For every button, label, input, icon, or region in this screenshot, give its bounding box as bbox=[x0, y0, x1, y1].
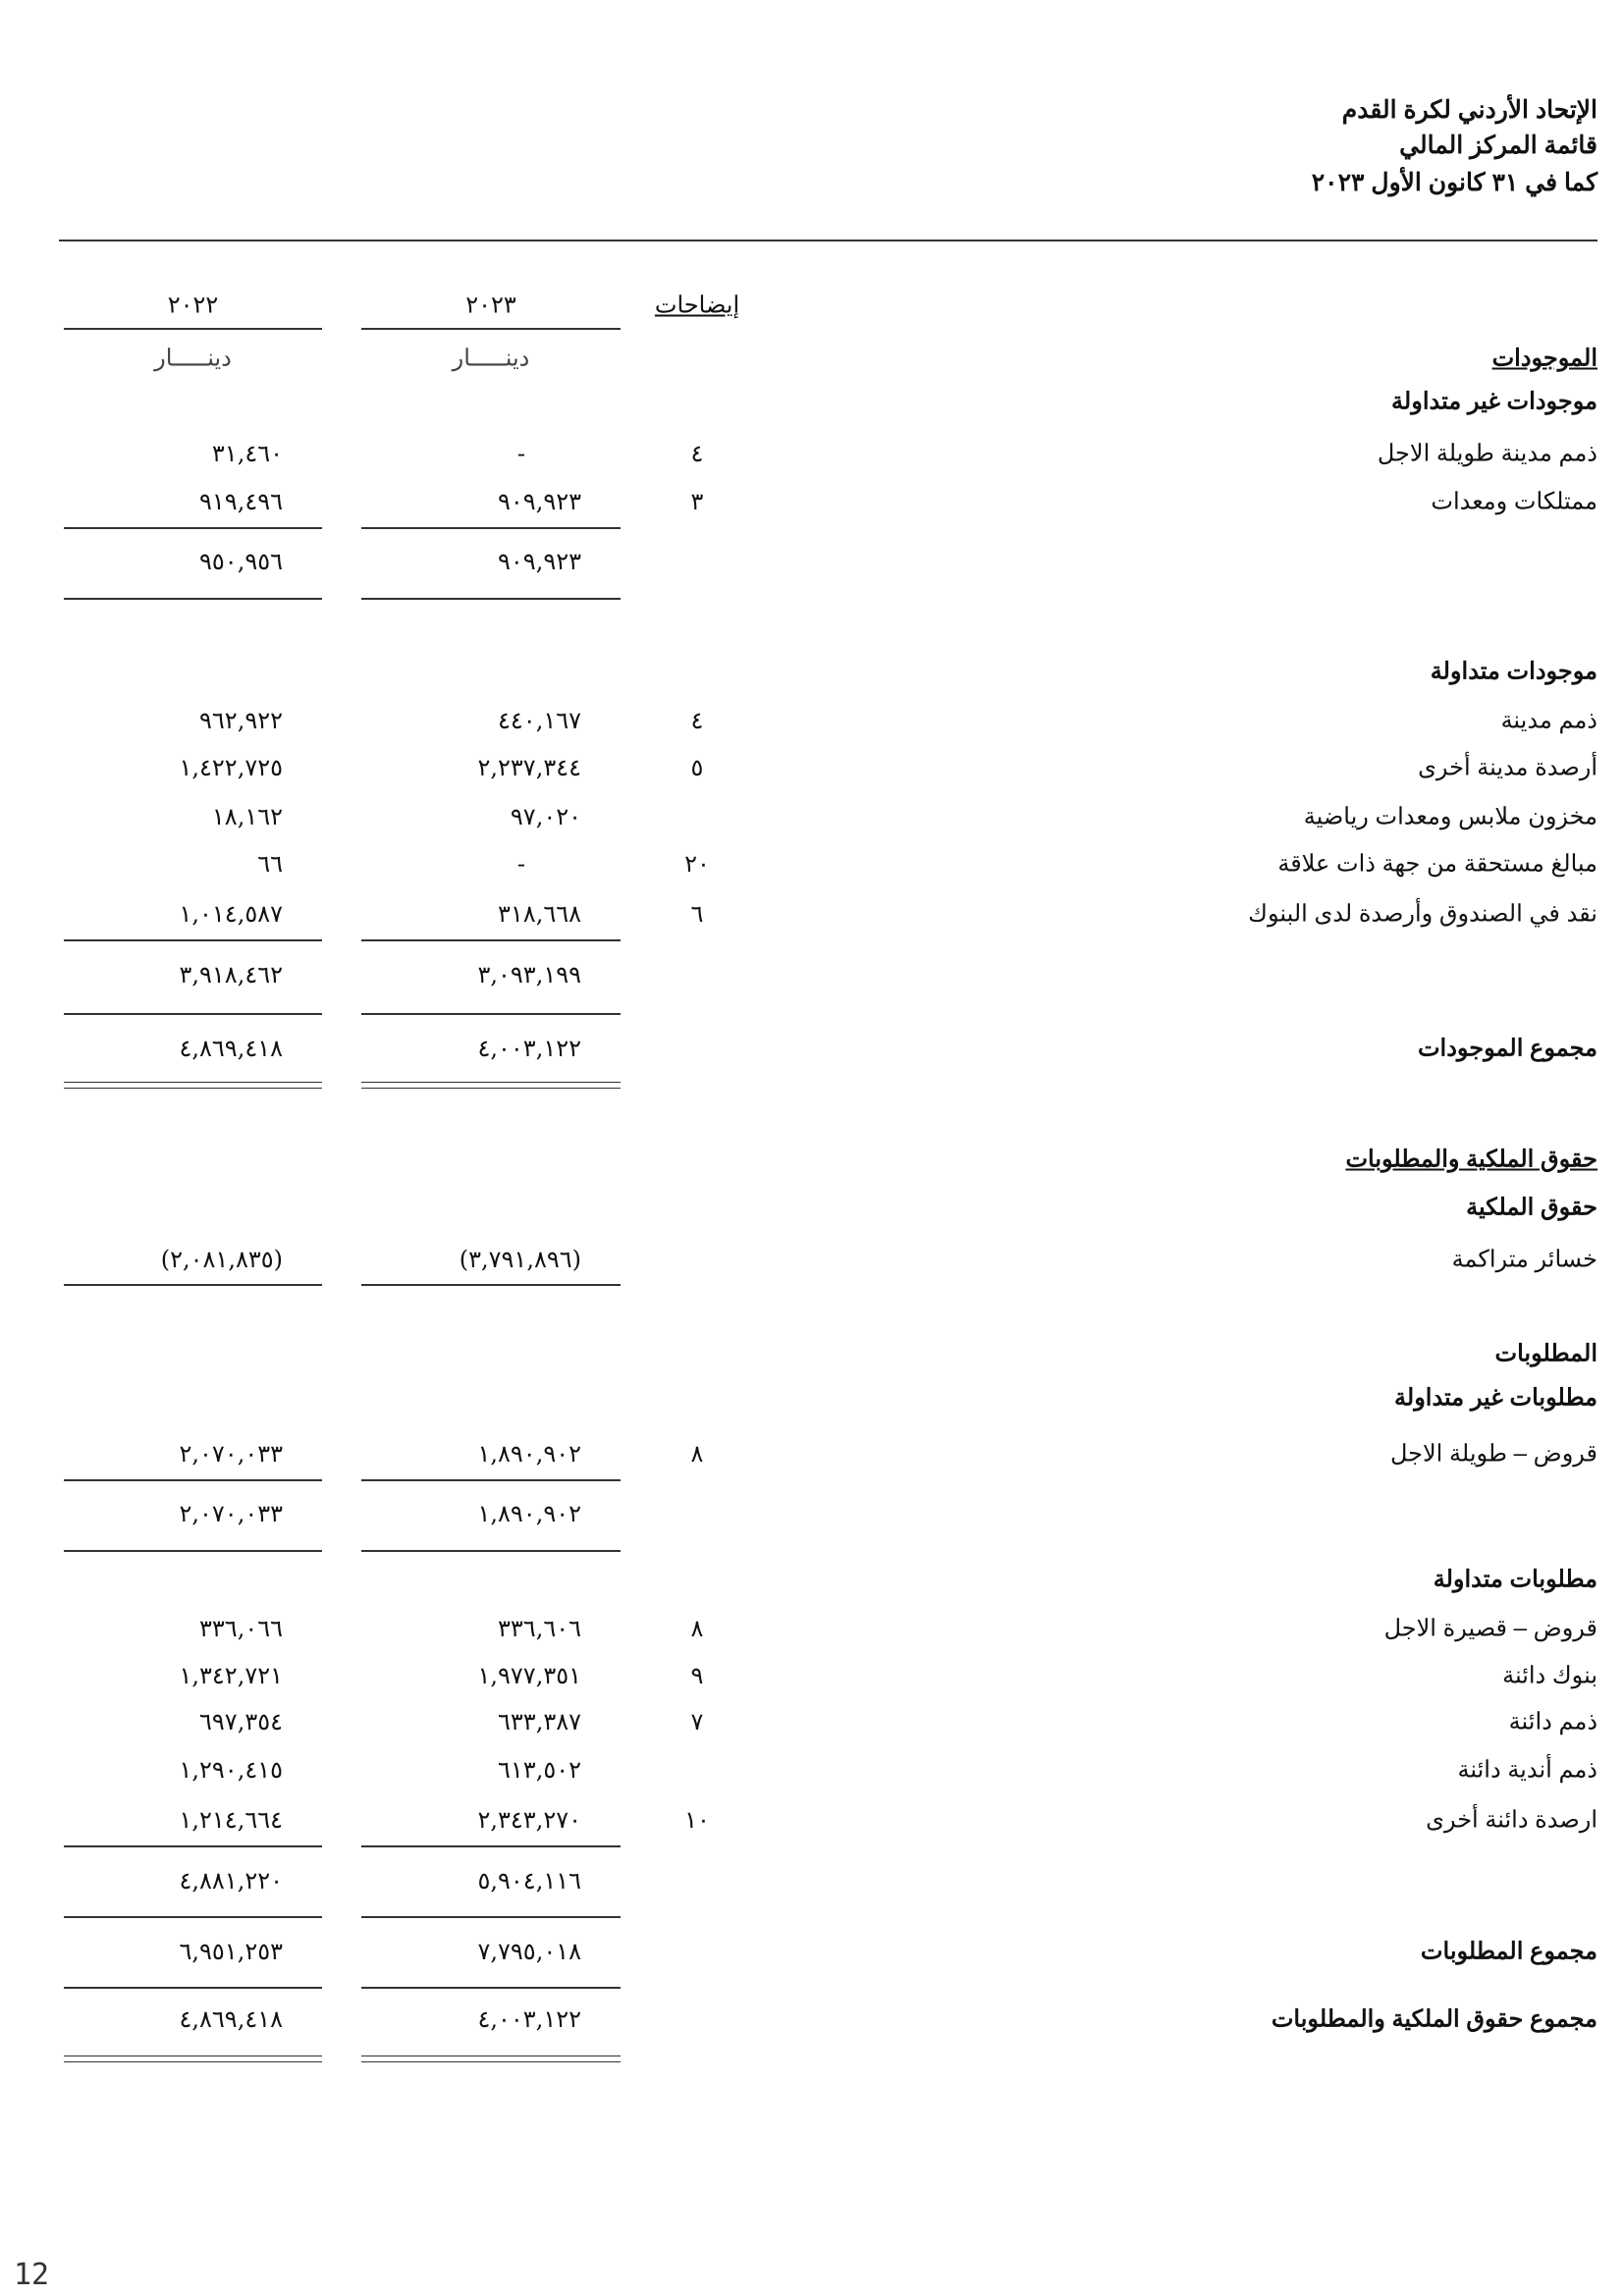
page-number: 12 bbox=[14, 2258, 50, 2292]
amount-2022 bbox=[64, 488, 322, 515]
statement-date: كما في ٣١ كانون الأول ٢٠٢٣ bbox=[1311, 169, 1597, 196]
amount-value: ٧,٧٩٥,٠١٨ bbox=[477, 1938, 581, 1965]
amount-2023 bbox=[361, 1500, 621, 1527]
amount-2023 bbox=[361, 961, 621, 988]
section-heading: حقوق الملكية والمطلوبات bbox=[1345, 1146, 1597, 1173]
amount-value: ١,٨٩٠,٩٠٢ bbox=[477, 1440, 581, 1468]
amount-2023 bbox=[361, 1615, 621, 1642]
line-item-label: قروض – قصيرة الاجل bbox=[1383, 1615, 1597, 1642]
amount-2023 bbox=[361, 850, 621, 878]
amount-2023 bbox=[361, 754, 621, 781]
year-2023-header: ٢٠٢٣ bbox=[465, 292, 516, 319]
amount-value: ٩١٩,٤٩٦ bbox=[199, 488, 283, 515]
amount-2022 bbox=[64, 1662, 322, 1689]
amount-2022 bbox=[64, 1756, 322, 1784]
line-item-label: نقد في الصندوق وأرصدة لدى البنوك bbox=[1248, 900, 1597, 928]
amount-value: ٤٤٠,١٦٧ bbox=[498, 707, 581, 734]
year-2022-header: ٢٠٢٢ bbox=[167, 292, 219, 319]
amount-value: ٦٩٧,٣٥٤ bbox=[199, 1708, 283, 1735]
amount-2023 bbox=[361, 1246, 621, 1273]
amount-2023 bbox=[361, 440, 621, 467]
note-ref: ٨ bbox=[690, 1440, 704, 1468]
section-heading: مطلوبات متداولة bbox=[1433, 1566, 1597, 1593]
amount-2023 bbox=[361, 1867, 621, 1895]
subtotal-rule bbox=[64, 527, 322, 529]
amount-2023 bbox=[361, 1756, 621, 1784]
note-ref: ٥ bbox=[690, 754, 704, 781]
amount-value: ٩٥٠,٩٥٦ bbox=[199, 548, 283, 575]
currency-2022: دينـــــار bbox=[154, 345, 232, 372]
amount-2022 bbox=[64, 900, 322, 928]
section-heading: موجودات غير متداولة bbox=[1391, 388, 1597, 415]
note-ref: ٩ bbox=[690, 1662, 704, 1689]
subtotal-rule bbox=[64, 598, 322, 600]
amount-2023 bbox=[361, 1938, 621, 1965]
amount-2023 bbox=[361, 1708, 621, 1735]
subtotal-rule bbox=[361, 939, 621, 941]
amount-value: ٣٣٦,٠٦٦ bbox=[199, 1615, 283, 1642]
amount-value: ٢,٠٧٠,٠٣٣ bbox=[179, 1500, 283, 1527]
subtotal-rule bbox=[64, 1479, 322, 1481]
amount-value: ٢,٣٤٣,٢٧٠ bbox=[477, 1806, 581, 1834]
line-item-label: قروض – طويلة الاجل bbox=[1389, 1440, 1597, 1468]
line-item-label: أرصدة مدينة أخرى bbox=[1418, 754, 1597, 781]
section-heading: المطلوبات bbox=[1494, 1340, 1597, 1367]
subtotal-rule bbox=[64, 939, 322, 941]
header-divider bbox=[59, 240, 1597, 241]
amount-2022 bbox=[64, 961, 322, 988]
amount-value: ٢,٠٧٠,٠٣٣ bbox=[179, 1440, 283, 1468]
amount-2023 bbox=[361, 707, 621, 734]
amount-value: ١,٣٤٢,٧٢١ bbox=[179, 1662, 283, 1689]
amount-value: ٣,٠٩٣,١٩٩ bbox=[477, 961, 581, 988]
subtotal-rule bbox=[361, 1284, 621, 1286]
amount-2022 bbox=[64, 1867, 322, 1895]
note-ref: ٤ bbox=[690, 707, 704, 734]
note-ref: ٢٠ bbox=[684, 850, 710, 878]
amount-2022 bbox=[64, 548, 322, 575]
subtotal-rule bbox=[361, 598, 621, 600]
note-ref: ٣ bbox=[690, 488, 704, 515]
line-item-label: ذمم مدينة bbox=[1500, 707, 1597, 734]
line-item-label: ممتلكات ومعدات bbox=[1431, 488, 1597, 515]
currency-2023: دينـــــار bbox=[452, 345, 530, 372]
amount-value: ٩٠٩,٩٢٣ bbox=[498, 488, 581, 515]
amount-value: ٤,٠٠٣,١٢٢ bbox=[477, 2005, 581, 2033]
amount-value: ١,٩٧٧,٣٥١ bbox=[477, 1662, 581, 1689]
section-heading: الموجودات bbox=[1491, 345, 1597, 372]
amount-2022 bbox=[64, 850, 322, 878]
amount-value: (٢,٠٨١,٨٣٥) bbox=[160, 1246, 283, 1273]
note-ref: ٤ bbox=[690, 440, 704, 467]
line-item-label: خسائر متراكمة bbox=[1451, 1246, 1597, 1273]
line-item-label: ذمم مدينة طويلة الاجل bbox=[1377, 440, 1597, 467]
section-heading: حقوق الملكية bbox=[1466, 1194, 1597, 1221]
line-item-label: مخزون ملابس ومعدات رياضية bbox=[1303, 803, 1597, 830]
header-rule-2023 bbox=[361, 328, 621, 330]
amount-2022 bbox=[64, 1806, 322, 1834]
amount-2022 bbox=[64, 1035, 322, 1062]
line-item-label: ارصدة دائنة أخرى bbox=[1426, 1806, 1597, 1834]
amount-2023 bbox=[361, 1440, 621, 1468]
amount-2023 bbox=[361, 900, 621, 928]
section-heading: مجموع حقوق الملكية والمطلوبات bbox=[1271, 2005, 1597, 2033]
amount-value: ٢,٢٣٧,٣٤٤ bbox=[477, 754, 581, 781]
note-ref: ٨ bbox=[690, 1615, 704, 1642]
subtotal-rule bbox=[361, 1013, 621, 1015]
section-heading: مجموع الموجودات bbox=[1417, 1035, 1597, 1062]
subtotal-rule bbox=[361, 1916, 621, 1918]
line-item-label: ذمم دائنة bbox=[1508, 1708, 1597, 1735]
subtotal-rule bbox=[64, 1550, 322, 1552]
amount-value: ٦٦ bbox=[257, 850, 283, 878]
note-ref: ٧ bbox=[690, 1708, 704, 1735]
amount-value: ٩٧,٠٢٠ bbox=[510, 803, 581, 830]
amount-2023 bbox=[361, 488, 621, 515]
amount-value: ٣٣٦,٦٠٦ bbox=[498, 1615, 581, 1642]
amount-2023 bbox=[361, 1662, 621, 1689]
amount-2022 bbox=[64, 803, 322, 830]
amount-value: ٩٦٢,٩٢٢ bbox=[199, 707, 283, 734]
amount-value: ١,٢٩٠,٤١٥ bbox=[179, 1756, 283, 1784]
amount-value: - bbox=[516, 850, 527, 878]
section-heading: مجموع المطلوبات bbox=[1420, 1938, 1597, 1965]
total-double-rule bbox=[64, 2056, 322, 2062]
total-double-rule bbox=[64, 1082, 322, 1089]
amount-value: - bbox=[516, 440, 527, 467]
statement-title: قائمة المركز المالي bbox=[1399, 132, 1597, 159]
line-item-label: ذمم أندية دائنة bbox=[1457, 1756, 1597, 1784]
line-item-label: مبالغ مستحقة من جهة ذات علاقة bbox=[1277, 850, 1597, 878]
amount-value: ٣١٨,٦٦٨ bbox=[498, 900, 581, 928]
subtotal-rule bbox=[361, 1479, 621, 1481]
amount-value: ٤,٠٠٣,١٢٢ bbox=[477, 1035, 581, 1062]
subtotal-rule bbox=[64, 1916, 322, 1918]
amount-2023 bbox=[361, 548, 621, 575]
amount-value: (٣,٧٩١,٨٩٦) bbox=[459, 1246, 581, 1273]
amount-value: ٥,٩٠٤,١١٦ bbox=[477, 1867, 581, 1895]
subtotal-rule bbox=[361, 1845, 621, 1847]
amount-2022 bbox=[64, 440, 322, 467]
subtotal-rule bbox=[64, 1845, 322, 1847]
note-ref: ١٠ bbox=[684, 1806, 710, 1834]
note-ref: ٦ bbox=[690, 900, 704, 928]
amount-2022 bbox=[64, 2005, 322, 2033]
amount-value: ٦٣٣,٣٨٧ bbox=[498, 1708, 581, 1735]
amount-2023 bbox=[361, 1035, 621, 1062]
subtotal-rule bbox=[361, 527, 621, 529]
section-heading: مطلوبات غير متداولة bbox=[1394, 1384, 1597, 1412]
amount-2022 bbox=[64, 1500, 322, 1527]
subtotal-rule bbox=[64, 1284, 322, 1286]
subtotal-rule bbox=[64, 1987, 322, 1989]
amount-value: ٦,٩٥١,٢٥٣ bbox=[179, 1938, 283, 1965]
amount-2022 bbox=[64, 1938, 322, 1965]
amount-value: ٩٠٩,٩٢٣ bbox=[498, 548, 581, 575]
amount-value: ٤,٨٦٩,٤١٨ bbox=[179, 1035, 283, 1062]
amount-value: ١,٠١٤,٥٨٧ bbox=[179, 900, 283, 928]
organization-name: الإتحاد الأردني لكرة القدم bbox=[1341, 96, 1597, 124]
line-item-label: بنوك دائنة bbox=[1502, 1662, 1597, 1689]
amount-2022 bbox=[64, 707, 322, 734]
amount-2023 bbox=[361, 803, 621, 830]
notes-column-header: إيضاحات bbox=[654, 292, 740, 319]
amount-value: ٣,٩١٨,٤٦٢ bbox=[179, 961, 283, 988]
total-double-rule bbox=[361, 1082, 621, 1089]
total-double-rule bbox=[361, 2056, 621, 2062]
section-heading: موجودات متداولة bbox=[1430, 658, 1597, 685]
amount-value: ١٨,١٦٢ bbox=[211, 803, 283, 830]
amount-value: ٣١,٤٦٠ bbox=[211, 440, 283, 467]
subtotal-rule bbox=[361, 1550, 621, 1552]
amount-2023 bbox=[361, 1806, 621, 1834]
amount-2023 bbox=[361, 2005, 621, 2033]
amount-2022 bbox=[64, 1615, 322, 1642]
subtotal-rule bbox=[64, 1013, 322, 1015]
amount-value: ١,٢١٤,٦٦٤ bbox=[179, 1806, 283, 1834]
subtotal-rule bbox=[361, 1987, 621, 1989]
amount-value: ٤,٨٦٩,٤١٨ bbox=[179, 2005, 283, 2033]
amount-value: ١,٨٩٠,٩٠٢ bbox=[477, 1500, 581, 1527]
amount-2022 bbox=[64, 1708, 322, 1735]
amount-value: ١,٤٢٢,٧٢٥ bbox=[179, 754, 283, 781]
amount-value: ٦١٣,٥٠٢ bbox=[498, 1756, 581, 1784]
amount-value: ٤,٨٨١,٢٢٠ bbox=[179, 1867, 283, 1895]
amount-2022 bbox=[64, 1246, 322, 1273]
amount-2022 bbox=[64, 1440, 322, 1468]
amount-2022 bbox=[64, 754, 322, 781]
header-rule-2022 bbox=[64, 328, 322, 330]
